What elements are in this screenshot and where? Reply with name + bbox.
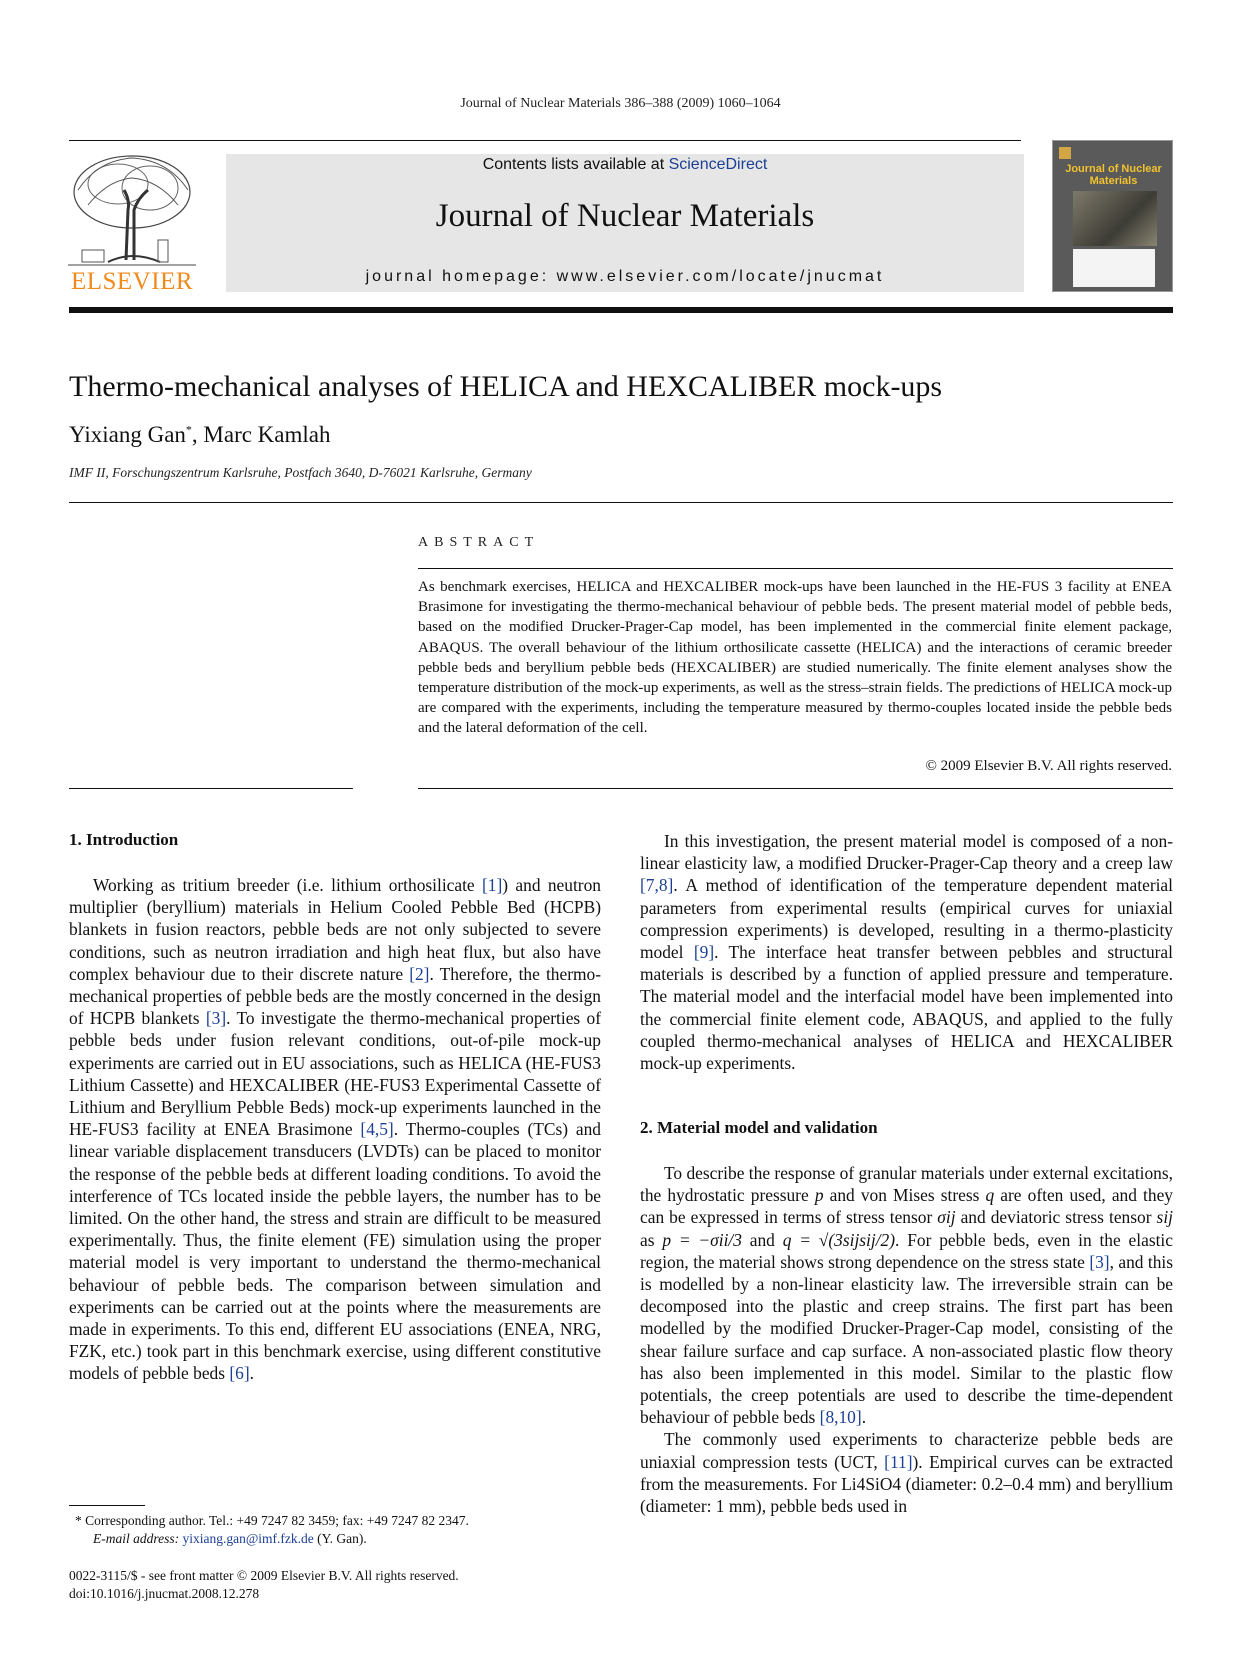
affiliation: IMF II, Forschungszentrum Karlsruhe, Postfach 3640, D-76021 Karlsruhe, Germany — [69, 465, 532, 480]
left-divider-rule — [69, 788, 353, 789]
cover-white-panel — [1073, 249, 1155, 287]
citation-link[interactable]: [4,5] — [360, 1119, 394, 1140]
citation-link[interactable]: [11] — [884, 1451, 913, 1472]
right-column-bottom — [640, 1162, 1173, 1517]
symbol-p: p — [814, 1185, 824, 1206]
text-run: The commonly used experiments to characterize pebble beds are uniaxial compression tests (UCT, — [640, 1429, 1173, 1472]
abstract-copyright: © 2009 Elsevier B.V. All rights reserved. — [925, 758, 1172, 774]
author-first: Yixiang Gan — [69, 422, 186, 447]
text-run: . The interface heat transfer between pebbles and structural materials is described by a function of applied pressure and temperature. The material model and the interfacial model have been implemented into the commercial finite element code, ABAQUS, and applied to the fully coupled thermo-mechanical analyses of HELICA and HEXCALIBER mock-up experiments. — [640, 942, 1173, 1074]
text-run: ). Empirical curves can be extracted from the measurements. For Li4SiO4 (diameter: 0.2–0.4 mm) and beryllium (diameter: 1 mm), pebble beds used in — [640, 1451, 1173, 1517]
abstract-heading: ABSTRACT — [418, 535, 540, 550]
material-paragraph-2 — [640, 1428, 1173, 1517]
journal-homepage[interactable]: journal homepage: www.elsevier.com/locate/jnucmat — [365, 268, 885, 285]
journal-citation: Journal of Nuclear Materials 386–388 (2009) 1060–1064 — [460, 96, 781, 111]
journal-cover-thumbnail — [1052, 140, 1173, 292]
journal-banner — [226, 154, 1024, 292]
citation-link[interactable]: [7,8] — [640, 875, 674, 896]
left-column — [69, 874, 601, 1385]
email-label: E-mail address: — [93, 1531, 183, 1546]
text-run: Working as tritium breeder (i.e. lithium orthosilicate — [93, 875, 482, 895]
issn-line: 0022-3115/$ - see front matter © 2009 Elsevier B.V. All rights reserved. — [69, 1568, 459, 1583]
paper-title: Thermo-mechanical analyses of HELICA and HEXCALIBER mock-ups — [69, 370, 943, 403]
symbol-q: q — [985, 1185, 995, 1206]
corresponding-author-footnote — [69, 1512, 589, 1548]
text-run: . To investigate the thermo-mechanical properties of pebble beds under fusion relevant conditions, out-of-pile mock-up experiments are carried out in EU associations, such as HELICA (HE-FUS3 Lithium Cassette) and HEXCALIBER (HE-FUS3 Experimental Cassette of Lithium and Beryllium Pebble Beds) mock-up experiments launched in the HE-FUS3 facility at ENEA Brasimone — [69, 1008, 601, 1140]
citation-link[interactable]: [1] — [482, 875, 503, 895]
text-run: as — [640, 1229, 663, 1250]
material-paragraph-1 — [640, 1162, 1173, 1428]
text-run: . For pebble beds, even in the elastic region, the material shows strong dependence on the stress state — [640, 1229, 1173, 1272]
citation-link[interactable]: [6] — [229, 1363, 250, 1384]
title-bottom-rule — [69, 502, 1173, 503]
contents-prefix: Contents lists available at — [482, 156, 669, 173]
citation-link[interactable]: [2] — [409, 963, 430, 984]
citation-link[interactable]: [9] — [693, 942, 715, 963]
text-run: . Thermo-couples (TCs) and linear variable displacement transducers (LVDTs) can be placed to monitor the response of the pebble beds at different loading conditions. To avoid the interference of TCs located inside the pebble layers, the number has to be limited. On the other hand, the stress and strain are difficult to be measured experimentally. Thus, the finite element (FE) simulation using the proper material model is very important to understand the thermo-mechanical behaviour of pebble beds. The comparison between simulation and experiments can be carried out at the points where the measurements are made in experiments. To this end, different EU associations (ENEA, NRG, FZK, etc.) took part in this benchmark exercise, using different constitutive models of pebble beds — [69, 1119, 601, 1384]
footnote-email-line — [69, 1530, 589, 1548]
text-run: and von Mises stress — [823, 1185, 986, 1206]
section-heading-material-model: 2. Material model and validation — [640, 1118, 878, 1137]
header-thick-rule — [69, 307, 1173, 313]
citation-link[interactable]: [8,10] — [819, 1407, 862, 1428]
doi-line[interactable]: doi:10.1016/j.jnucmat.2008.12.278 — [69, 1586, 260, 1601]
text-run: , and this is modelled by a non-linear elasticity law. The irreversible strain can be decomposed into the plastic and creep strains. The first part has been modelled by the modified Drucker-Prager-Cap model, consisting of the shear failure surface and cap surface. A non-associated plastic flow theory has also been implemented in this model. Similar to the plastic flow potentials, the creep potentials are used to describe the time-dependent behaviour of pebble beds — [640, 1251, 1174, 1428]
footnote-contact: * Corresponding author. Tel.: +49 7247 82 3459; fax: +49 7247 82 2347. — [75, 1513, 469, 1528]
citation-link[interactable]: [3] — [1089, 1251, 1110, 1272]
sciencedirect-link[interactable]: ScienceDirect — [668, 156, 768, 173]
corresponding-author-marker[interactable]: * — [185, 422, 192, 437]
elsevier-logo-text: ELSEVIER — [70, 268, 194, 295]
intro-paragraph — [69, 874, 601, 1385]
text-run: In this investigation, the present material model is composed of a non-linear elasticity law, a modified Drucker-Prager-Cap theory and a creep law — [640, 831, 1173, 874]
equation-mises: q = √(3sijsij/2) — [782, 1229, 896, 1250]
symbol-sigma: σij — [937, 1207, 956, 1228]
text-run: and — [741, 1229, 783, 1250]
text-run: . Therefore, the thermo-mechanical properties of pebble beds are the mostly concerned in the design of HCPB blankets — [69, 963, 602, 1029]
cover-title: Journal of Nuclear Materials — [1065, 163, 1162, 187]
contents-line — [226, 156, 1024, 174]
cover-publisher-icon — [1059, 147, 1071, 159]
elsevier-logo — [68, 150, 196, 293]
symbol-s: sij — [1156, 1207, 1173, 1228]
text-run: To describe the response of granular materials under external excitations, the hydrostatic pressure — [640, 1163, 1173, 1206]
text-run: . — [861, 1407, 867, 1428]
equation-pressure: p = −σii/3 — [662, 1229, 742, 1250]
investigation-paragraph — [640, 830, 1173, 1074]
journal-title: Journal of Nuclear Materials — [435, 198, 815, 234]
author-list — [69, 422, 331, 448]
abstract-bottom-rule — [418, 788, 1173, 789]
abstract-top-rule — [418, 568, 1173, 569]
footnote-rule — [69, 1505, 145, 1506]
text-run: and deviatoric stress tensor — [955, 1207, 1157, 1228]
text-run: . — [249, 1363, 254, 1384]
section-heading-introduction: 1. Introduction — [69, 830, 179, 849]
front-matter — [69, 1567, 459, 1603]
text-run: are often used, and they can be expressed in terms of stress tensor — [640, 1185, 1173, 1228]
header-top-rule — [69, 140, 1021, 141]
text-run: ) and neutron multiplier (beryllium) materials in Helium Cooled Pebble Bed (HCPB) blankets in fusion reactors, pebble beds are not only subjected to severe conditions, such as neutron irradiation and high heat flux, but also have complex behaviour due to their discrete nature — [69, 875, 601, 984]
cover-image — [1073, 191, 1157, 246]
citation-link[interactable]: [3] — [205, 1008, 227, 1029]
right-column-top — [640, 830, 1173, 1074]
email-link[interactable]: yixiang.gan@imf.fzk.de — [182, 1531, 314, 1546]
abstract-text: As benchmark exercises, HELICA and HEXCALIBER mock-ups have been launched in the HE-FUS 3 facility at ENEA Brasimone for investigating the thermo-mechanical behaviour of pebble beds. The present material model of pebble beds, based on the modified Drucker-Prager-Cap model, has been implemented in the commercial finite element package, ABAQUS. The overall behaviour of the lithium orthosilicate cassette (HELICA) and the interactions of ceramic breeder pebble beds and beryllium pebble beds (HEXCALIBER) are studied numerically. The finite element analyses show the temperature distribution of the mock-up experiments, as well as the stress–strain fields. The predictions of HELICA mock-up are compared with the experiments, including the temperature measured by thermo-couples located inside the pebble beds and the lateral deformation of the cell. — [418, 579, 1172, 737]
text-run: . A method of identification of the temperature dependent material parameters from experimental results (empirical curves for uniaxial compression experiments) is developed, resulting in a thermo-plasticity model — [640, 875, 1173, 963]
email-suffix: (Y. Gan). — [313, 1531, 367, 1546]
author-rest: , Marc Kamlah — [191, 422, 331, 447]
